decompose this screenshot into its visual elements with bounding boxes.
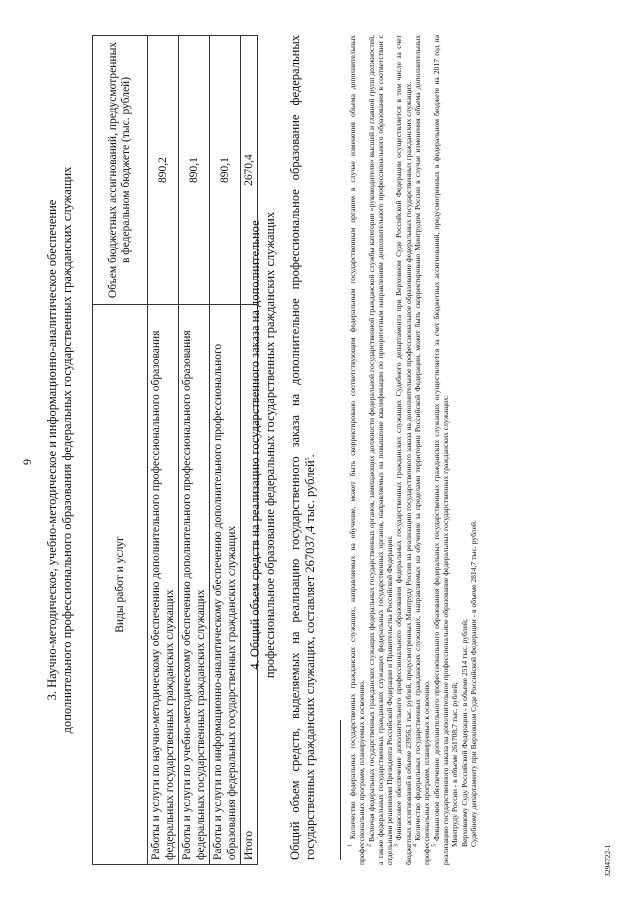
footnote-text: Включая федеральных государственных гражданских служащих федеральных государственных органов, замещающих должности федеральной государственной гражданской службы категории «руководители» высшей и главной групп должностей, а также федеральных государственных гражданских служащих федеральных государственных органов, направляемых на повышение квалификации по приоритетным направлениям дополнительного профессионального образования в соответствии с отдельными решениями Президента Российской Федерации и Правительства Российской Федерации. (366, 35, 395, 865)
footnotes (348, 35, 478, 865)
row-value: 2670,4 (241, 36, 258, 305)
table-row (148, 36, 179, 865)
section-3-title-line2: дополнительного профессионального образования федеральных государственных гражданских служащих (60, 166, 74, 734)
summary-footnote-ref: 5 (304, 457, 311, 461)
row-value: 890,2 (148, 36, 179, 305)
section-4-title (248, 155, 278, 735)
services-table (92, 35, 258, 865)
footnote-item: Минтруду России - в объеме 261708,7 тыс. рублей; (450, 682, 460, 847)
footnote (367, 35, 395, 865)
footnote-mark: 1 (347, 844, 354, 847)
footnote-text: Финансовое обеспечение дополнительного профессионального образования федеральных государственных гражданских служащих осуществляется за счет бюджетных ассигнований, предусмотренных в федеральном бюджете на 2017 год на реализацию государственного заказа на дополнительное профессиональное образование федеральных государственных гражданских служащих: (431, 35, 450, 865)
footnote-text: Финансовое обеспечение дополнительного профессионального образования федеральных государственных гражданских служащих Судебного департамента при Верховном Суде Российской Федерации осуществляется в том числе за счет бюджетных ассигнований в объеме 23956,1 тыс. рублей, предусмотренных Минтруду России на реализацию государственного заказа на дополнительное профессиональное образование федеральных государственных гражданских служащих. (394, 35, 413, 865)
footnote-item: Верховному Суду Российской Федерации - в объеме 2514 тыс. рублей; (459, 618, 469, 847)
row-name: Работы и услуги по учебно-методическому обеспечению дополнительного профессионального образования федеральных государственных гражданских служащих (179, 305, 210, 865)
table-header-row (93, 36, 148, 865)
header-kind-of-work: Виды работ и услуг (93, 305, 148, 865)
row-name: Работы и услуги по информационно-аналитическому обеспечению дополнительного профессионального образования федеральных государственных гражданских служащих (210, 305, 241, 865)
footnote-mark: 4 (412, 844, 419, 847)
summary-text: Общий объем средств, выделяемых на реализацию государственного заказа на дополнительное профессиональное образование федеральных государственных гражданских служащих, составляет 267037,4 тыс. рублей (288, 35, 317, 860)
footnote-item: Судебному департаменту при Верховном Суде Российской Федерации - в объеме 2814,7 тыс. рублей. (468, 520, 478, 847)
footnote-text: Количество федеральных государственных гражданских служащих, направляемых на обучение за пределами территории Российской Федерации, может быть скорректировано Минтрудом России в случае изменения объема дополнительных профессиональных программ, планируемых к освоению. (413, 35, 432, 865)
table-row (210, 36, 241, 865)
footnote (413, 35, 432, 865)
summary-paragraph (288, 35, 318, 860)
section-3-title-line1: 3. Научно-методическое, учебно-методическое и информационно-аналитическое обеспечение (45, 199, 59, 701)
section-4-title-line1: 4. Общий объем средств на реализацию государственного заказа на дополнительное (248, 220, 262, 670)
header-budget-volume: Объем бюджетных ассигнований, предусмотренных в федеральном бюджете (тыс. рублей) (93, 36, 148, 305)
footnote (394, 35, 413, 865)
row-name: Работы и услуги по научно-методическому обеспечению дополнительного профессионального образования федеральных государственных гражданских служащих (148, 305, 179, 865)
footnote-mark: 5 (431, 844, 438, 847)
footnote-separator (340, 720, 341, 860)
footnote (348, 35, 367, 865)
summary-end-period: . (303, 454, 317, 458)
row-value: 890,1 (179, 36, 210, 305)
table-row (179, 36, 210, 865)
footnote-mark: 3 (393, 844, 400, 847)
footnote-text: Количество федеральных государственных гражданских служащих, направляемых на обучение, может быть скорректировано соответствующим федеральным государственным органом в случае изменения объема дополнительных профессиональных программ, планируемых к освоению. (348, 35, 367, 865)
page-number: 9 (20, 459, 34, 465)
row-value: 890,1 (210, 36, 241, 305)
document-code: 3294722-1 (603, 844, 612, 877)
footnote-mark: 2 (366, 844, 373, 847)
section-3-title (45, 35, 75, 865)
footnote (432, 35, 451, 865)
section-4-title-line2: профессиональное образование федеральных государственных гражданских служащих (263, 211, 277, 679)
row-name: Итого (241, 305, 258, 865)
